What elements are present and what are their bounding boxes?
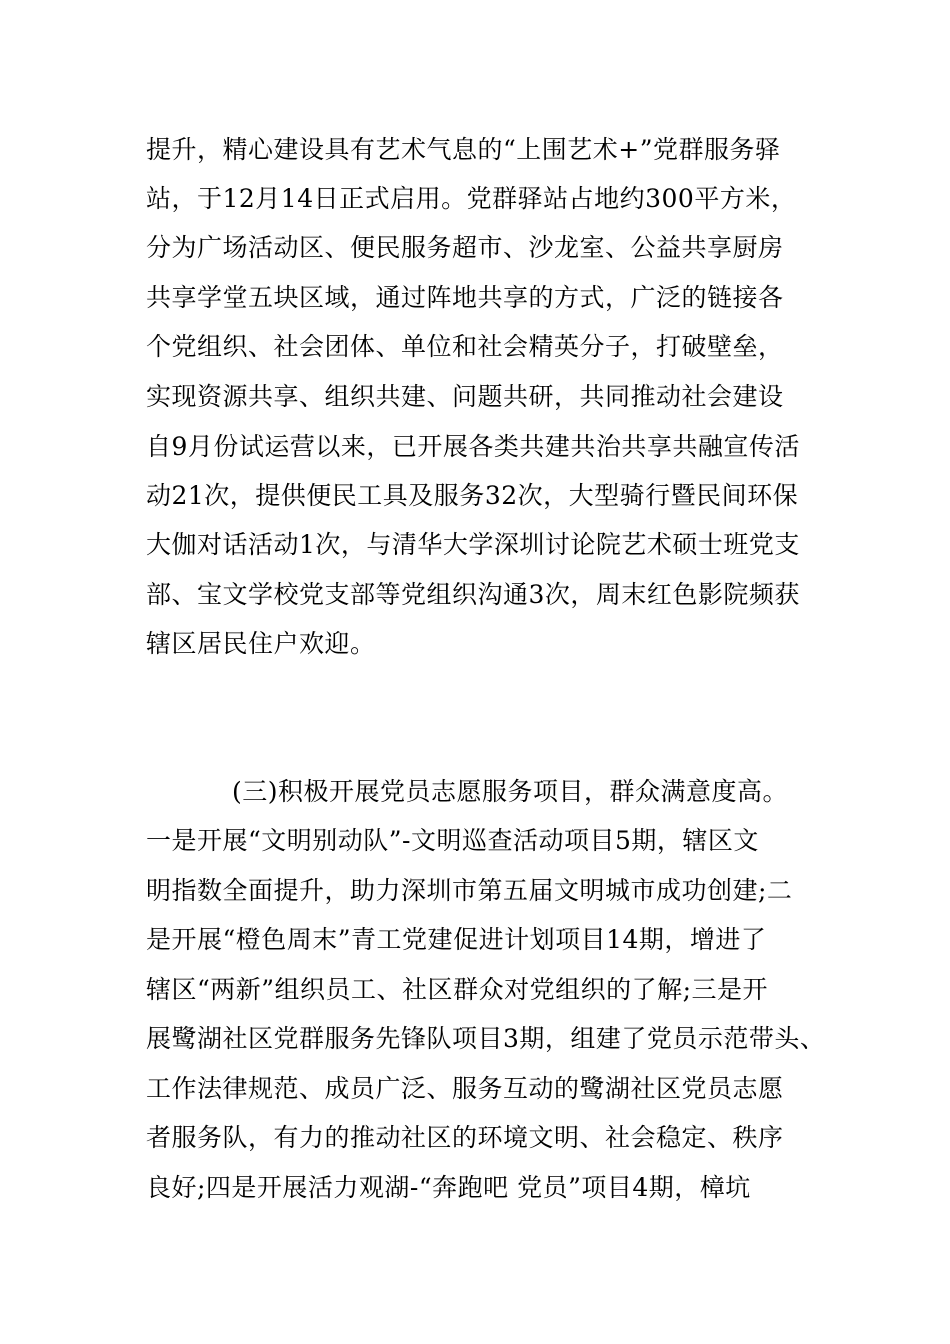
text-line: 明指数全面提升，助力深圳市第五届文明城市成功创建;二 xyxy=(146,876,793,905)
text-line: 实现资源共享、组织共建、问题共研，共同推动社会建设 xyxy=(146,382,784,411)
text-line: 提升，精心建设具有艺术气息的“上围艺术+”党群服务驿 xyxy=(146,135,781,164)
text-line: 站，于12月14日正式启用。党群驿站占地约300平方米， xyxy=(146,184,797,213)
text-line: 工作法律规范、成员广泛、服务互动的鹭湖社区党员志愿 xyxy=(146,1074,784,1103)
text-line: 一是开展“文明别动队”-文明巡查活动项目5期，辖区文 xyxy=(146,826,759,855)
text-line: 是开展“橙色周末”青工党建促进计划项目14期，增进了 xyxy=(146,925,767,954)
text-line: 共享学堂五块区域，通过阵地共享的方式，广泛的链接各 xyxy=(146,283,784,312)
text-line: 辖区居民住户欢迎。 xyxy=(146,629,376,658)
text-line: 大伽对话活动1次，与清华大学深圳讨论院艺术硕士班党支 xyxy=(146,530,800,559)
text-line: 分为广场活动区、便民服务超市、沙龙室、公益共享厨房 xyxy=(146,233,784,262)
text-line: 部、宝文学校党支部等党组织沟通3次，周末红色影院频获 xyxy=(146,580,800,609)
section-heading: (三)积极开展党员志愿服务项目，群众满意度高。 xyxy=(232,777,789,806)
text-line: 动21次，提供便民工具及服务32次，大型骑行暨民间环保 xyxy=(146,481,799,510)
text-line: 自9月份试运营以来，已开展各类共建共治共享共融宣传活 xyxy=(146,432,800,461)
text-line: 辖区“两新”组织员工、社区群众对党组织的了解;三是开 xyxy=(146,975,768,1004)
text-line: 展鹭湖社区党群服务先锋队项目3期，组建了党员示范带头、 xyxy=(146,1024,826,1053)
text-line: 个党组织、社会团体、单位和社会精英分子，打破壁垒， xyxy=(146,332,784,361)
text-line: 者服务队，有力的推动社区的环境文明、社会稳定、秩序 xyxy=(146,1123,784,1152)
text-line: 良好;四是开展活力观湖-“奔跑吧 党员”项目4期，樟坑 xyxy=(146,1173,751,1202)
